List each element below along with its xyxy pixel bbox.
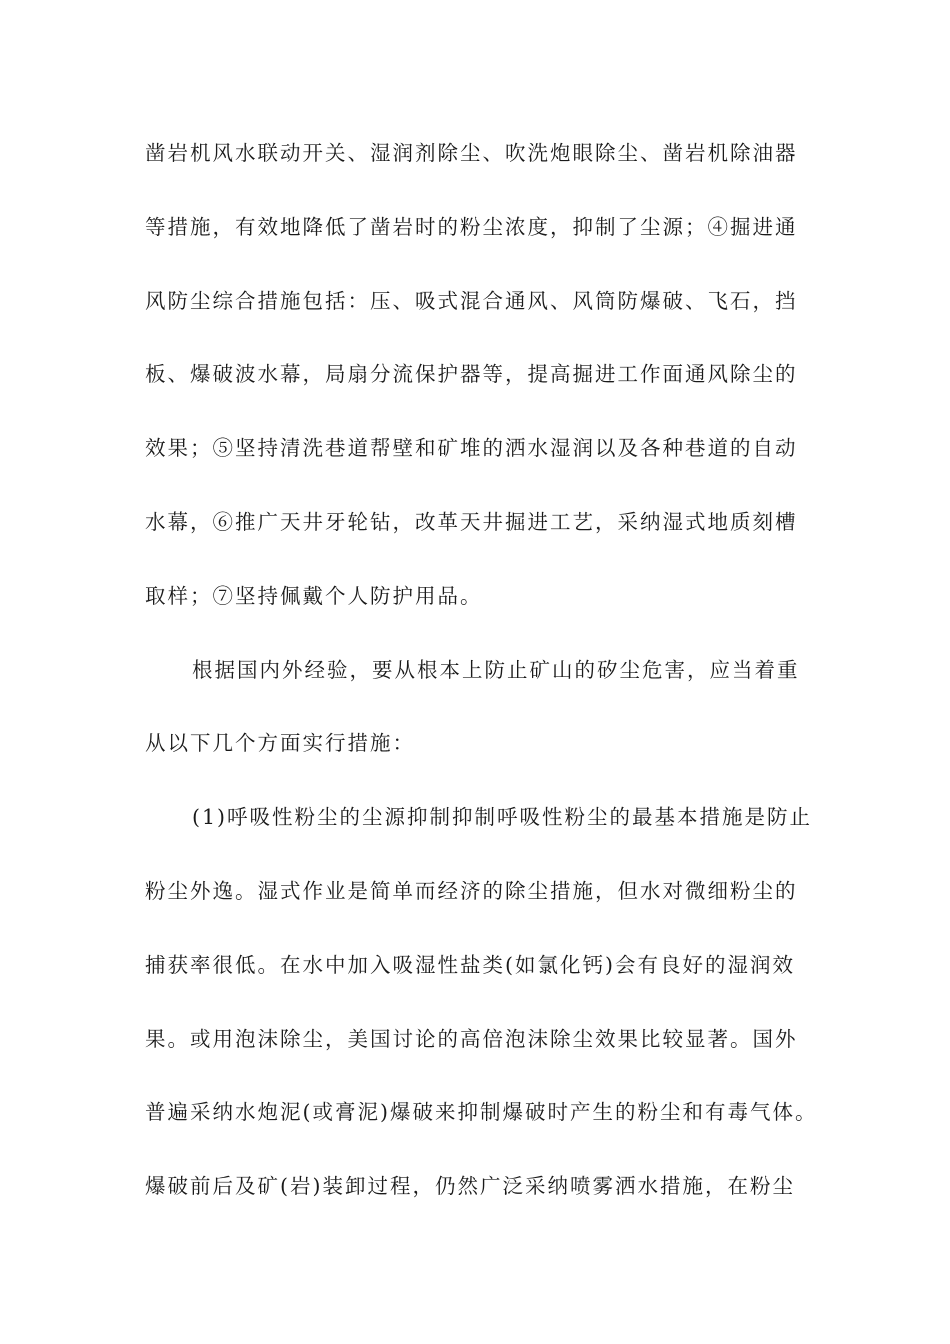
text-line: 凿岩机风水联动开关、湿润剂除尘、吹洗炮眼除尘、凿岩机除油器 — [145, 141, 798, 165]
text-line: 普遍采纳水炮泥(或膏泥)爆破来抑制爆破时产生的粉尘和有毒气体。 — [145, 1100, 818, 1125]
text-line: 果。或用泡沫除尘，美国讨论的高倍泡沫除尘效果比较显著。国外 — [145, 1026, 798, 1051]
text-line: 等措施，有效地降低了凿岩时的粉尘浓度，抑制了尘源；④掘进通 — [145, 214, 798, 239]
text-line: 水幕，⑥推广天井牙轮钻，改革天井掘进工艺，采纳湿式地质刻槽 — [145, 509, 798, 534]
paragraph-start-line: 根据国内外经验，要从根本上防止矿山的矽尘危害，应当着重 — [192, 657, 800, 682]
text-line: 板、爆破波水幕，局扇分流保护器等，提高掘进工作面通风除尘的 — [145, 362, 798, 387]
text-line: 爆破前后及矿(岩)装卸过程，仍然广泛采纳喷雾洒水措施，在粉尘 — [145, 1174, 795, 1199]
text-line: 粉尘外逸。湿式作业是简单而经济的除尘措施，但水对微细粉尘的 — [145, 878, 798, 903]
text-line: 从以下几个方面实行措施： — [145, 731, 415, 756]
body-text — [145, 130, 820, 1237]
text-line: 捕获率很低。在水中加入吸湿性盐类(如氯化钙)会有良好的湿润效 — [145, 952, 795, 977]
text-line: 风防尘综合措施包括：压、吸式混合通风、风筒防爆破、飞石，挡 — [145, 288, 798, 313]
paragraph-start-line: (1)呼吸性粉尘的尘源抑制抑制呼吸性粉尘的最基本措施是防止 — [192, 805, 813, 830]
text-line: 取样；⑦坚持佩戴个人防护用品。 — [145, 583, 483, 608]
text-line: 效果；⑤坚持清洗巷道帮壁和矿堆的洒水湿润以及各种巷道的自动 — [145, 436, 798, 461]
